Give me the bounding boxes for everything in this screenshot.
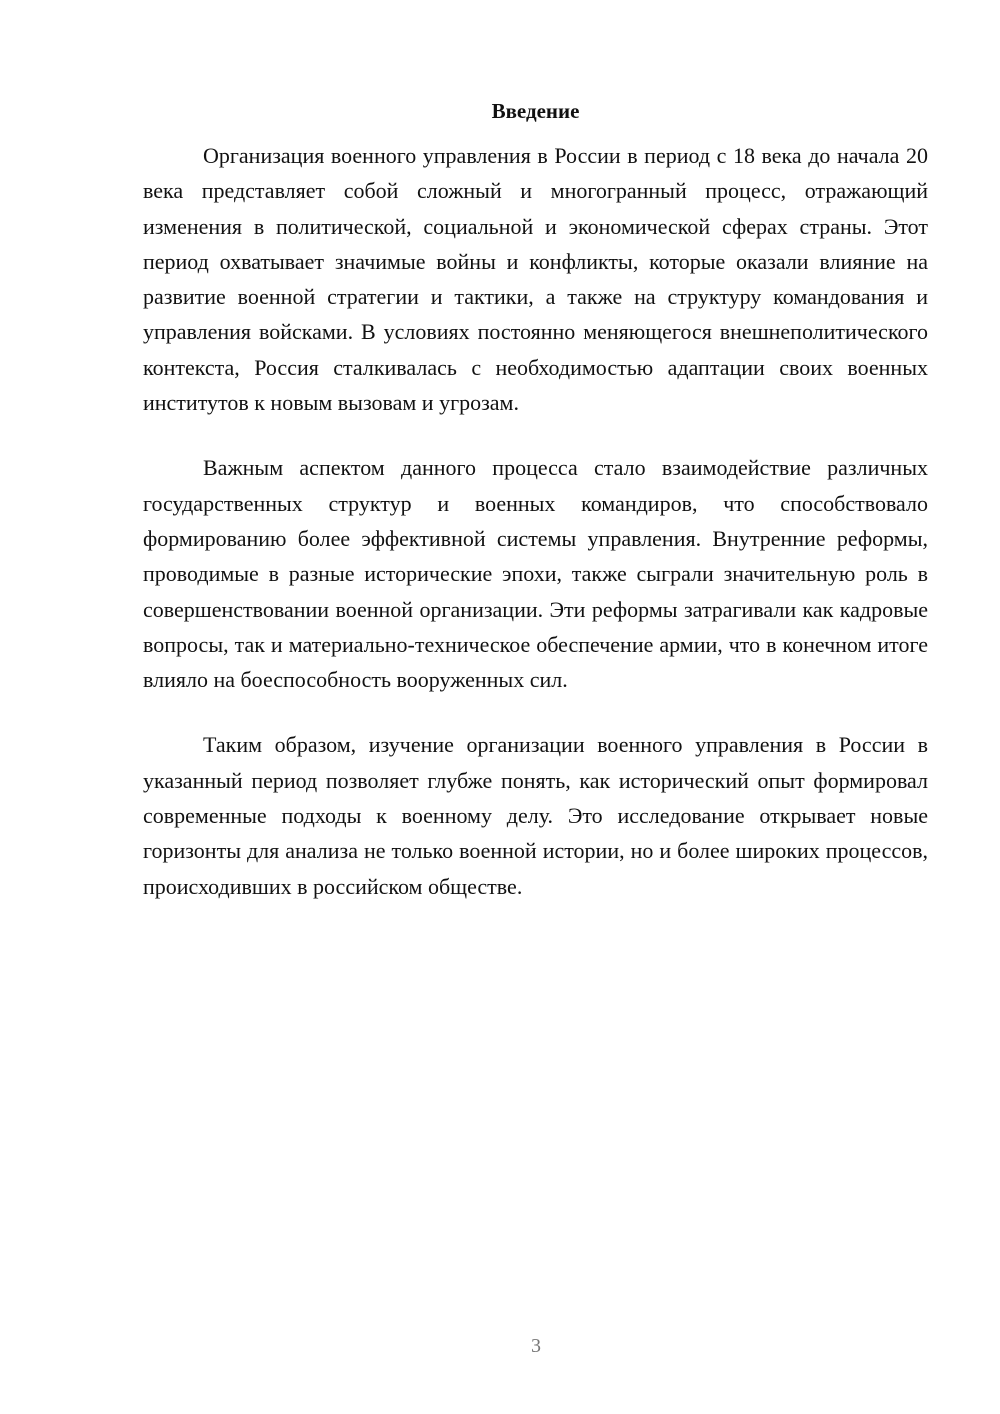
paragraph-2: Важным аспектом данного процесса стало взаимодействие различных государственных структур и военных командиров, что способствовало формированию более эффективной системы управления. Внутренние реформы, проводимые в разные исторические эпохи, также сыграли значительную роль в совершенствовании военной организации. Эти реформы затрагивали как кадровые вопросы, так и материально-техническое обеспечение армии, что в конечном итоге влияло на боеспособность вооруженных сил.: [143, 455, 928, 693]
paragraph-1: Организация военного управления в России в период с 18 века до начала 20 века представляет собой сложный и многогранный процесс, отражающий изменения в политической, социальной и экономической сферах страны. Этот период охватывает значимые войны и конфликты, которые оказали влияние на развитие военной стратегии и тактики, а также на структуру командования и управления войсками. В условиях постоянно меняющегося внешнеполитического контекста, Россия сталкивалась с необходимостью адаптации своих военных институтов к новым вызовам и угрозам.: [143, 143, 928, 416]
page-number: 3: [531, 1335, 541, 1357]
paragraph-3: Таким образом, изучение организации военного управления в России в указанный период позволяет глубже понять, как исторический опыт формировал современные подходы к военному делу. Это исследование открывает новые горизонты для анализа не только военной истории, но и более широких процессов, происходивших в российском обществе.: [143, 732, 928, 899]
section-heading: Введение: [491, 99, 580, 123]
page-content: [143, 96, 928, 934]
